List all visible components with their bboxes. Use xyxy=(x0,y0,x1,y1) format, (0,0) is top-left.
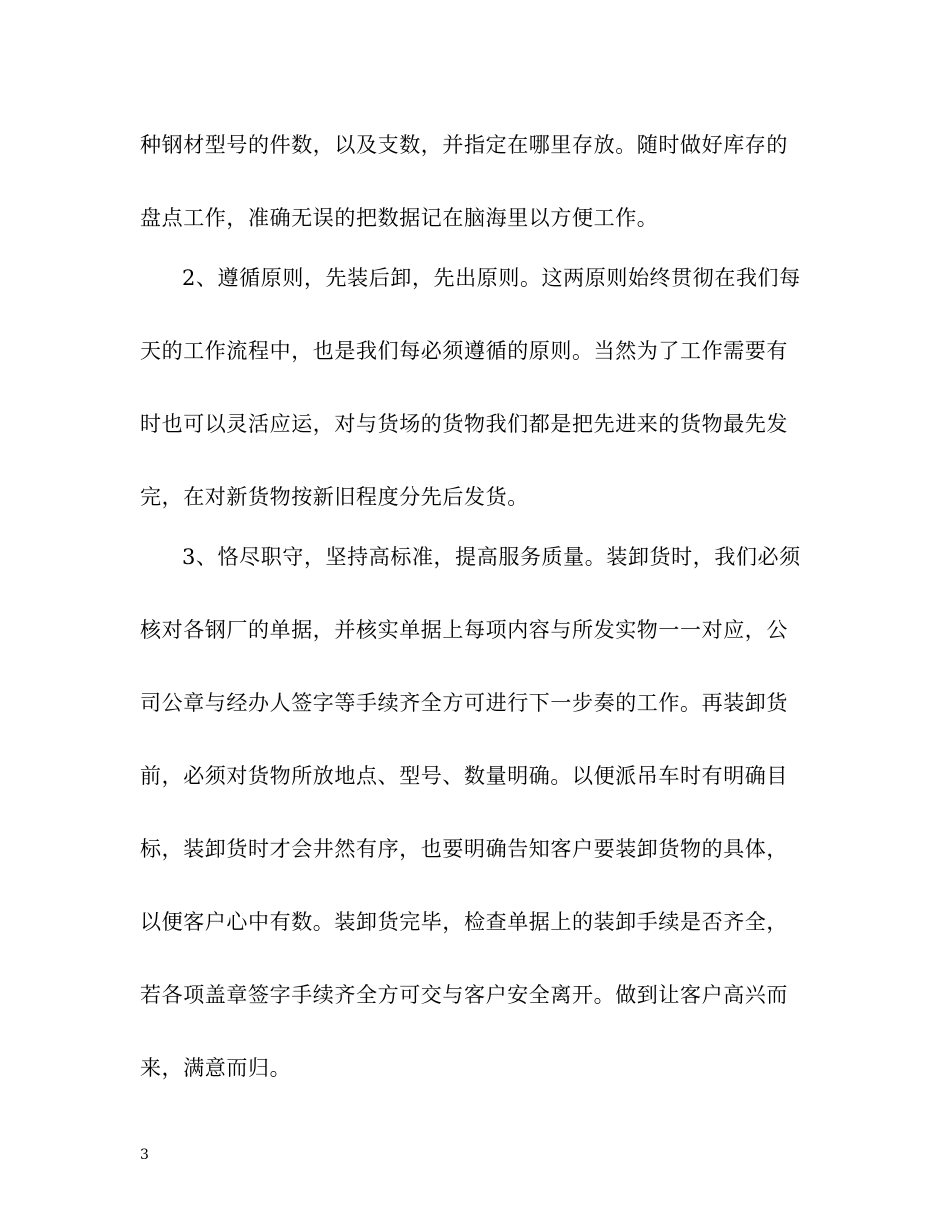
text-line-2: 盘点工作，准确无误的把数据记在脑海里以方便工作。 xyxy=(140,206,659,230)
text-line-5: 时也可以灵活应运，对与货场的货物我们都是把先进来的货物最先发 xyxy=(140,412,788,436)
text-line-12: 以便客户心中有数。装卸货完毕，检查单据上的装卸手续是否齐全， xyxy=(140,910,788,934)
text-line-13: 若各项盖章签字手续齐全方可交与客户安全离开。做到让客户高兴而 xyxy=(140,983,788,1007)
page-number: 3 xyxy=(140,1147,149,1163)
text-line-9: 司公章与经办人签字等手续齐全方可进行下一步奏的工作。再装卸货 xyxy=(140,691,788,715)
text-line-10: 前，必须对货物所放地点、型号、数量明确。以便派吊车时有明确目 xyxy=(140,764,788,788)
paragraph-2-line-1: 2、遵循原则，先装后卸，先出原则。这两原则始终贯彻在我们每 xyxy=(182,266,801,290)
text-line-8: 核对各钢厂的单据，并核实单据上每项内容与所发实物一一对应，公 xyxy=(140,618,788,642)
text-line-4: 天的工作流程中，也是我们每必须遵循的原则。当然为了工作需要有 xyxy=(140,339,788,363)
paragraph-3-line-1: 3、恪尽职守，坚持高标准，提高服务质量。装卸货时，我们必须 xyxy=(182,545,801,569)
text-line-11: 标，装卸货时才会井然有序，也要明确告知客户要装卸货物的具体， xyxy=(140,837,788,861)
text-line-1: 种钢材型号的件数，以及支数，并指定在哪里存放。随时做好库存的 xyxy=(140,133,788,157)
text-line-14: 来，满意而归。 xyxy=(140,1056,292,1080)
text-line-6: 完，在对新货物按新旧程度分先后发货。 xyxy=(140,485,529,509)
